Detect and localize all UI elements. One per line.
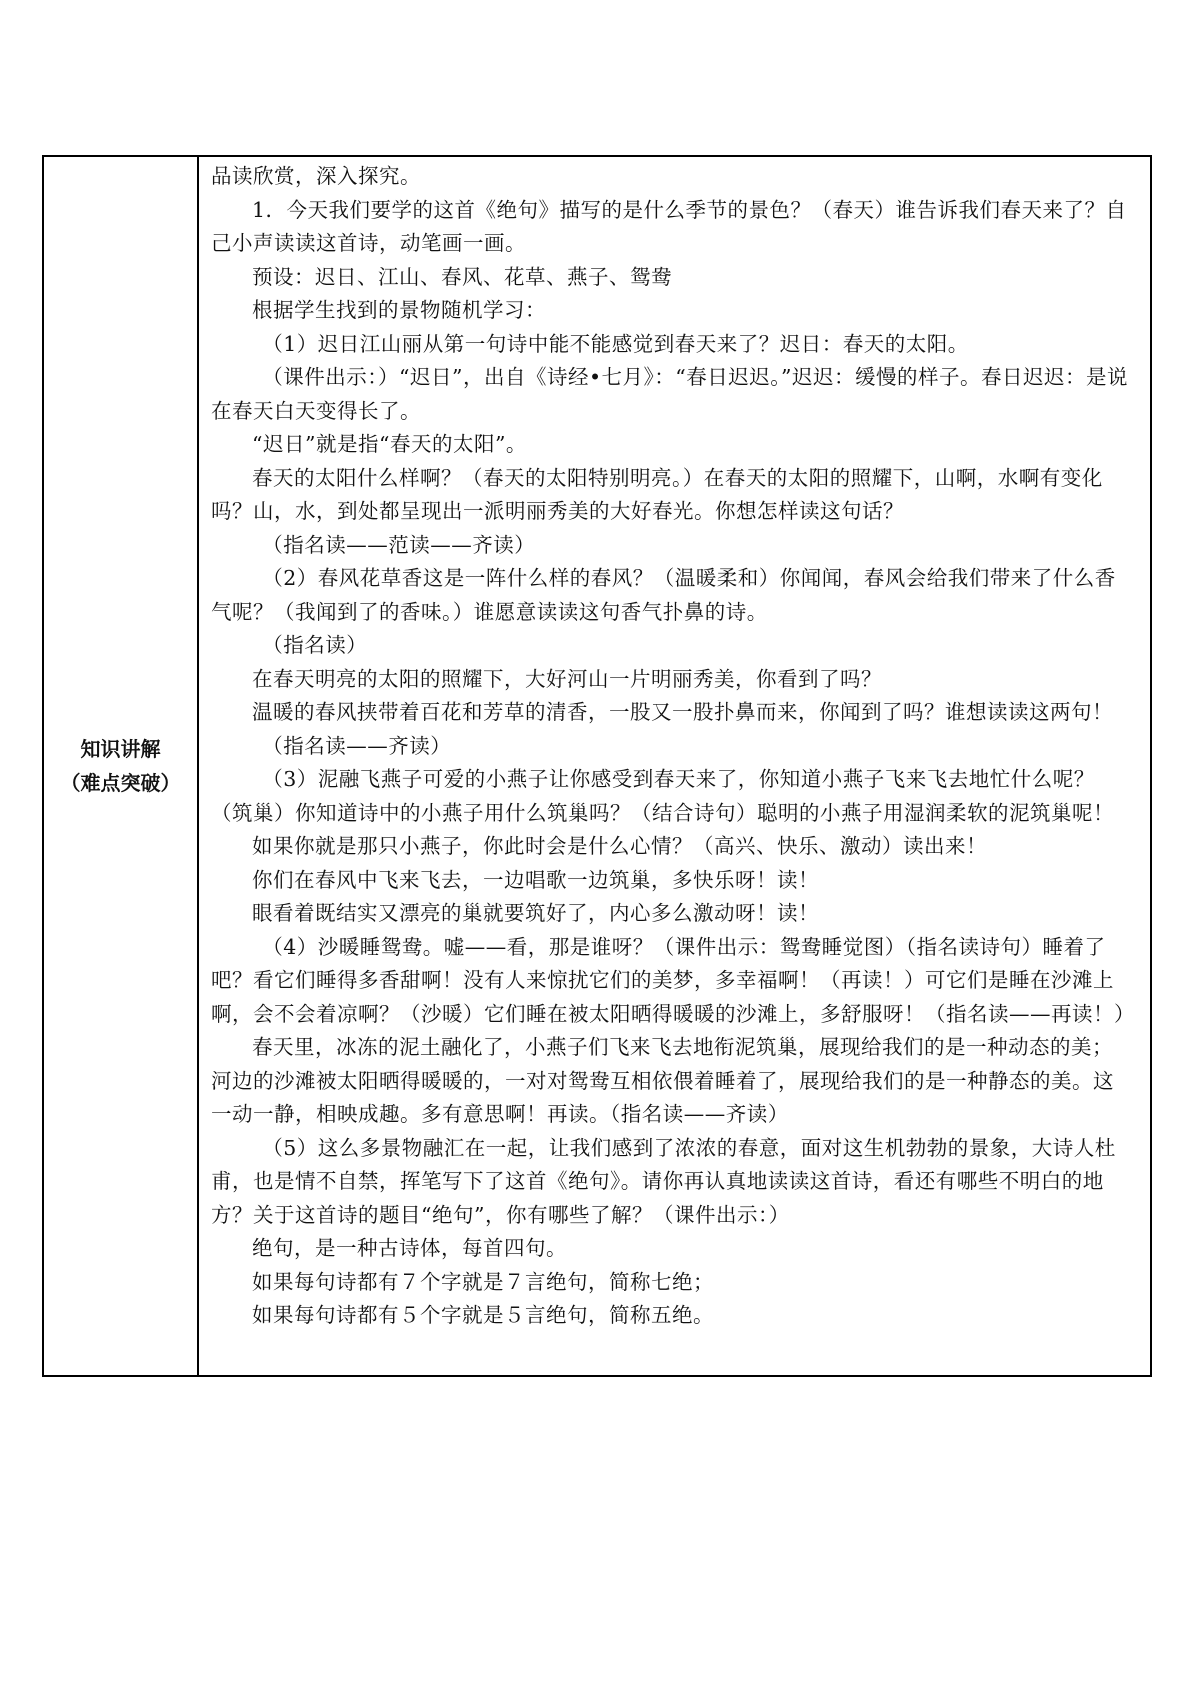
- paragraph: 眼看着既结实又漂亮的巢就要筑好了，内心多么激动呀！读！: [252, 901, 819, 925]
- paragraph: （5）这么多景物融汇在一起，让我们感到了浓浓的春意，面对这生机勃勃的景象，大诗人杜甫，也是情不自禁，挥笔写下了这首《绝句》。请你再认真地读读这首诗，看还有哪些不明白的地方？关于这首诗的题目“绝句”，你有哪些了解？（课件出示：）: [211, 1135, 1116, 1227]
- paragraph: 春天的太阳什么样啊？（春天的太阳特别明亮。）在春天的太阳的照耀下，山啊，水啊有变化吗？山，水，到处都呈现出一派明丽秀美的大好春光。你想怎样读这句话？: [211, 465, 1103, 523]
- paragraph: （课件出示：）“迟日”，出自《诗经•七月》：“春日迟迟。”迟迟：缓慢的样子。春日迟迟：是说在春天白天变得长了。: [211, 365, 1129, 423]
- section-label-line2: （难点突破）: [60, 771, 181, 795]
- paragraph: 温暖的春风挟带着百花和芳草的清香，一股又一股扑鼻而来，你闻到了吗？谁想读读这两句！: [252, 700, 1113, 724]
- lesson-table: [42, 155, 1152, 1377]
- paragraph: （指名读——齐读）: [262, 733, 452, 758]
- content-cell: [199, 157, 1150, 1375]
- paragraph: “迟日”就是指“春天的太阳”。: [252, 432, 527, 456]
- paragraph: 预设：迟日、江山、春风、花草、燕子、鸳鸯: [252, 264, 672, 289]
- paragraph: 品读欣赏，深入探究。: [211, 164, 421, 188]
- paragraph: 如果每句诗都有７个字就是７言绝句，简称七绝；: [252, 1269, 714, 1294]
- section-label-cell: [44, 157, 199, 1375]
- paragraph: 绝句，是一种古诗体，每首四句。: [252, 1236, 567, 1260]
- paragraph: 你们在春风中飞来飞去，一边唱歌一边筑巢，多快乐呀！读！: [252, 867, 819, 892]
- paragraph: （指名读）: [262, 633, 368, 657]
- paragraph: 如果每句诗都有５个字就是５言绝句，简称五绝。: [252, 1303, 714, 1327]
- paragraph: （4）沙暖睡鸳鸯。嘘——看，那是谁呀？（课件出示：鸳鸯睡觉图）（指名读诗句）睡着了吧？看它们睡得多香甜啊！没有人来惊扰它们的美梦，多幸福啊！（再读！）可它们是睡在沙滩上啊，会不会着凉啊？（沙暖）它们睡在被太阳晒得暖暖的沙滩上，多舒服呀！（指名读——再读！）: [211, 934, 1135, 1026]
- paragraph: 1．今天我们要学的这首《绝句》描写的是什么季节的景色？（春天）谁告诉我们春天来了？自己小声读读这首诗，动笔画一画。: [211, 197, 1127, 255]
- paragraph: （1）迟日江山丽从第一句诗中能不能感觉到春天来了？迟日：春天的太阳。: [262, 331, 969, 356]
- paragraph: 春天里，冰冻的泥土融化了，小燕子们飞来飞去地衔泥筑巢，展现给我们的是一种动态的美；河边的沙滩被太阳晒得暖暖的，一对对鸳鸯互相依偎着睡着了，展现给我们的是一种静态的美。这一动一静，相映成趣。多有意思啊！再读。（指名读——齐读）: [211, 1035, 1114, 1126]
- paragraph: （3）泥融飞燕子可爱的小燕子让你感受到春天来了，你知道小燕子飞来飞去地忙什么呢？（筑巢）你知道诗中的小燕子用什么筑巢吗？（结合诗句）聪明的小燕子用湿润柔软的泥筑巢呢！: [211, 767, 1114, 825]
- paragraph: （指名读——范读——齐读）: [262, 532, 536, 557]
- paragraph: （2）春风花草香这是一阵什么样的春风？（温暖柔和）你闻闻，春风会给我们带来了什么香气呢？（我闻到了的香味。）谁愿意读读这句香气扑鼻的诗。: [211, 566, 1116, 624]
- section-label-line1: 知识讲解: [80, 737, 161, 761]
- paragraph: 如果你就是那只小燕子，你此时会是什么心情？（高兴、快乐、激动）读出来！: [252, 834, 987, 858]
- paragraph: 在春天明亮的太阳的照耀下，大好河山一片明丽秀美，你看到了吗？: [252, 666, 882, 691]
- paragraph: 根据学生找到的景物随机学习：: [252, 298, 546, 322]
